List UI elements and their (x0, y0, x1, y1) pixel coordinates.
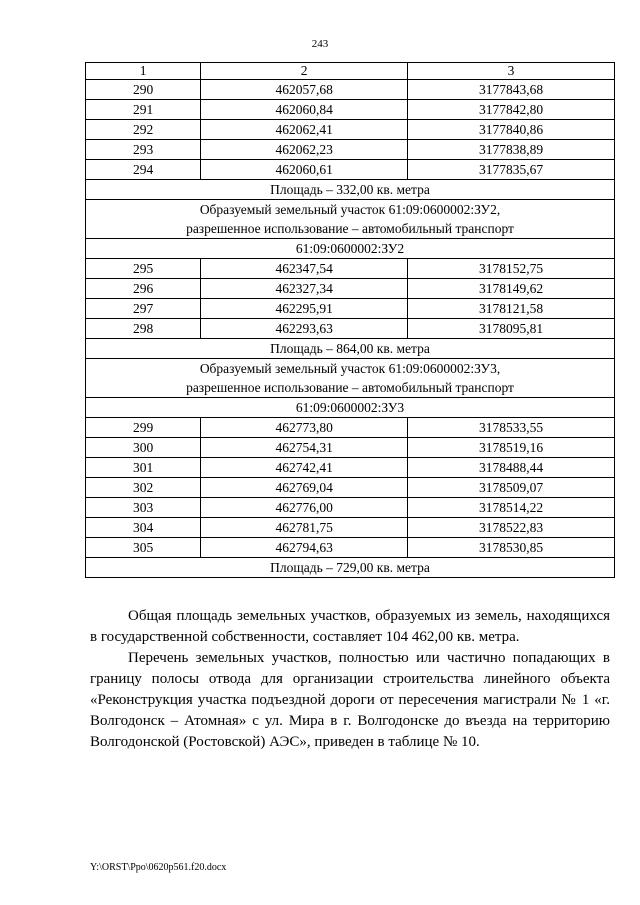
x-coordinate: 462062,41 (201, 120, 408, 140)
x-coordinate: 462776,00 (201, 498, 408, 518)
table-row (86, 518, 615, 538)
point-number: 292 (86, 120, 201, 140)
x-coordinate: 462769,04 (201, 478, 408, 498)
table-row (86, 299, 615, 319)
column-header: 2 (201, 63, 408, 80)
parcel-title-line: Образуемый земельный участок 61:09:0600002:ЗУ3, (199, 361, 501, 376)
x-coordinate: 462057,68 (201, 80, 408, 100)
parcel-code: 61:09:0600002:ЗУ2 (86, 239, 615, 259)
column-header: 3 (408, 63, 615, 80)
parcel-code: 61:09:0600002:ЗУ3 (86, 398, 615, 418)
body-text (90, 606, 610, 753)
x-coordinate: 462754,31 (201, 438, 408, 458)
table-row (86, 140, 615, 160)
point-number: 295 (86, 259, 201, 279)
y-coordinate: 3177842,80 (408, 100, 615, 120)
x-coordinate: 462295,91 (201, 299, 408, 319)
table-row (86, 259, 615, 279)
table-row (86, 120, 615, 140)
point-number: 294 (86, 160, 201, 180)
point-number: 291 (86, 100, 201, 120)
parcel-code-row (86, 239, 615, 259)
point-number: 298 (86, 319, 201, 339)
point-number: 293 (86, 140, 201, 160)
point-number: 297 (86, 299, 201, 319)
x-coordinate: 462060,84 (201, 100, 408, 120)
y-coordinate: 3178488,44 (408, 458, 615, 478)
table-row (86, 418, 615, 438)
table-row (86, 319, 615, 339)
area-summary: Площадь – 729,00 кв. метра (86, 558, 615, 578)
table-row (86, 438, 615, 458)
y-coordinate: 3178533,55 (408, 418, 615, 438)
y-coordinate: 3178530,85 (408, 538, 615, 558)
y-coordinate: 3178095,81 (408, 319, 615, 339)
table-row (86, 279, 615, 299)
y-coordinate: 3177840,86 (408, 120, 615, 140)
table-row (86, 80, 615, 100)
parcel-title-line: разрешенное использование – автомобильный транспорт (186, 221, 514, 236)
parcel-title-line: разрешенное использование – автомобильный транспорт (186, 380, 514, 395)
y-coordinate: 3178149,62 (408, 279, 615, 299)
y-coordinate: 3177843,68 (408, 80, 615, 100)
y-coordinate: 3178522,83 (408, 518, 615, 538)
y-coordinate: 3178519,16 (408, 438, 615, 458)
x-coordinate: 462327,34 (201, 279, 408, 299)
point-number: 301 (86, 458, 201, 478)
point-number: 304 (86, 518, 201, 538)
table-row (86, 160, 615, 180)
point-number: 303 (86, 498, 201, 518)
table-row (86, 458, 615, 478)
y-coordinate: 3177838,89 (408, 140, 615, 160)
parcel-code-row (86, 398, 615, 418)
point-number: 299 (86, 418, 201, 438)
x-coordinate: 462347,54 (201, 259, 408, 279)
coordinates-table (85, 62, 615, 578)
x-coordinate: 462293,63 (201, 319, 408, 339)
x-coordinate: 462742,41 (201, 458, 408, 478)
y-coordinate: 3178509,07 (408, 478, 615, 498)
y-coordinate: 3178121,58 (408, 299, 615, 319)
point-number: 302 (86, 478, 201, 498)
file-path-footer: Y:\ORST\Ppo\0620p561.f20.docx (90, 862, 227, 873)
area-summary: Площадь – 332,00 кв. метра (86, 180, 615, 200)
x-coordinate: 462794,63 (201, 538, 408, 558)
table-row (86, 498, 615, 518)
x-coordinate: 462062,23 (201, 140, 408, 160)
table-row (86, 100, 615, 120)
x-coordinate: 462060,61 (201, 160, 408, 180)
y-coordinate: 3177835,67 (408, 160, 615, 180)
table-header-row (86, 63, 615, 80)
area-row (86, 339, 615, 359)
page-number: 243 (311, 38, 329, 50)
point-number: 300 (86, 438, 201, 458)
area-row (86, 558, 615, 578)
parcel-title (86, 359, 615, 398)
y-coordinate: 3178152,75 (408, 259, 615, 279)
table-row (86, 478, 615, 498)
area-row (86, 180, 615, 200)
column-header: 1 (86, 63, 201, 80)
point-number: 296 (86, 279, 201, 299)
point-number: 290 (86, 80, 201, 100)
paragraph-parcel-list: Перечень земельных участков, полностью или частично попадающих в границу полосы отвода для организации строительства линейного объекта «Реконструкция участка подъездной дороги от пересечения магистрали № 1 «г. Волгодонск – Атомная» с ул. Мира в г. Волгодонске до въезда на территорию Волгодонской (Ростовской) АЭС», приведен в таблице № 10. (90, 650, 610, 750)
table-row (86, 538, 615, 558)
area-summary: Площадь – 864,00 кв. метра (86, 339, 615, 359)
point-number: 305 (86, 538, 201, 558)
y-coordinate: 3178514,22 (408, 498, 615, 518)
parcel-title-line: Образуемый земельный участок 61:09:0600002:ЗУ2, (199, 202, 501, 217)
x-coordinate: 462781,75 (201, 518, 408, 538)
parcel-title-row (86, 200, 615, 239)
parcel-title (86, 200, 615, 239)
x-coordinate: 462773,80 (201, 418, 408, 438)
paragraph-total-area: Общая площадь земельных участков, образуемых из земель, находящихся в государственной собственности, составляет 104 462,00 кв. метра. (90, 608, 610, 645)
parcel-title-row (86, 359, 615, 398)
